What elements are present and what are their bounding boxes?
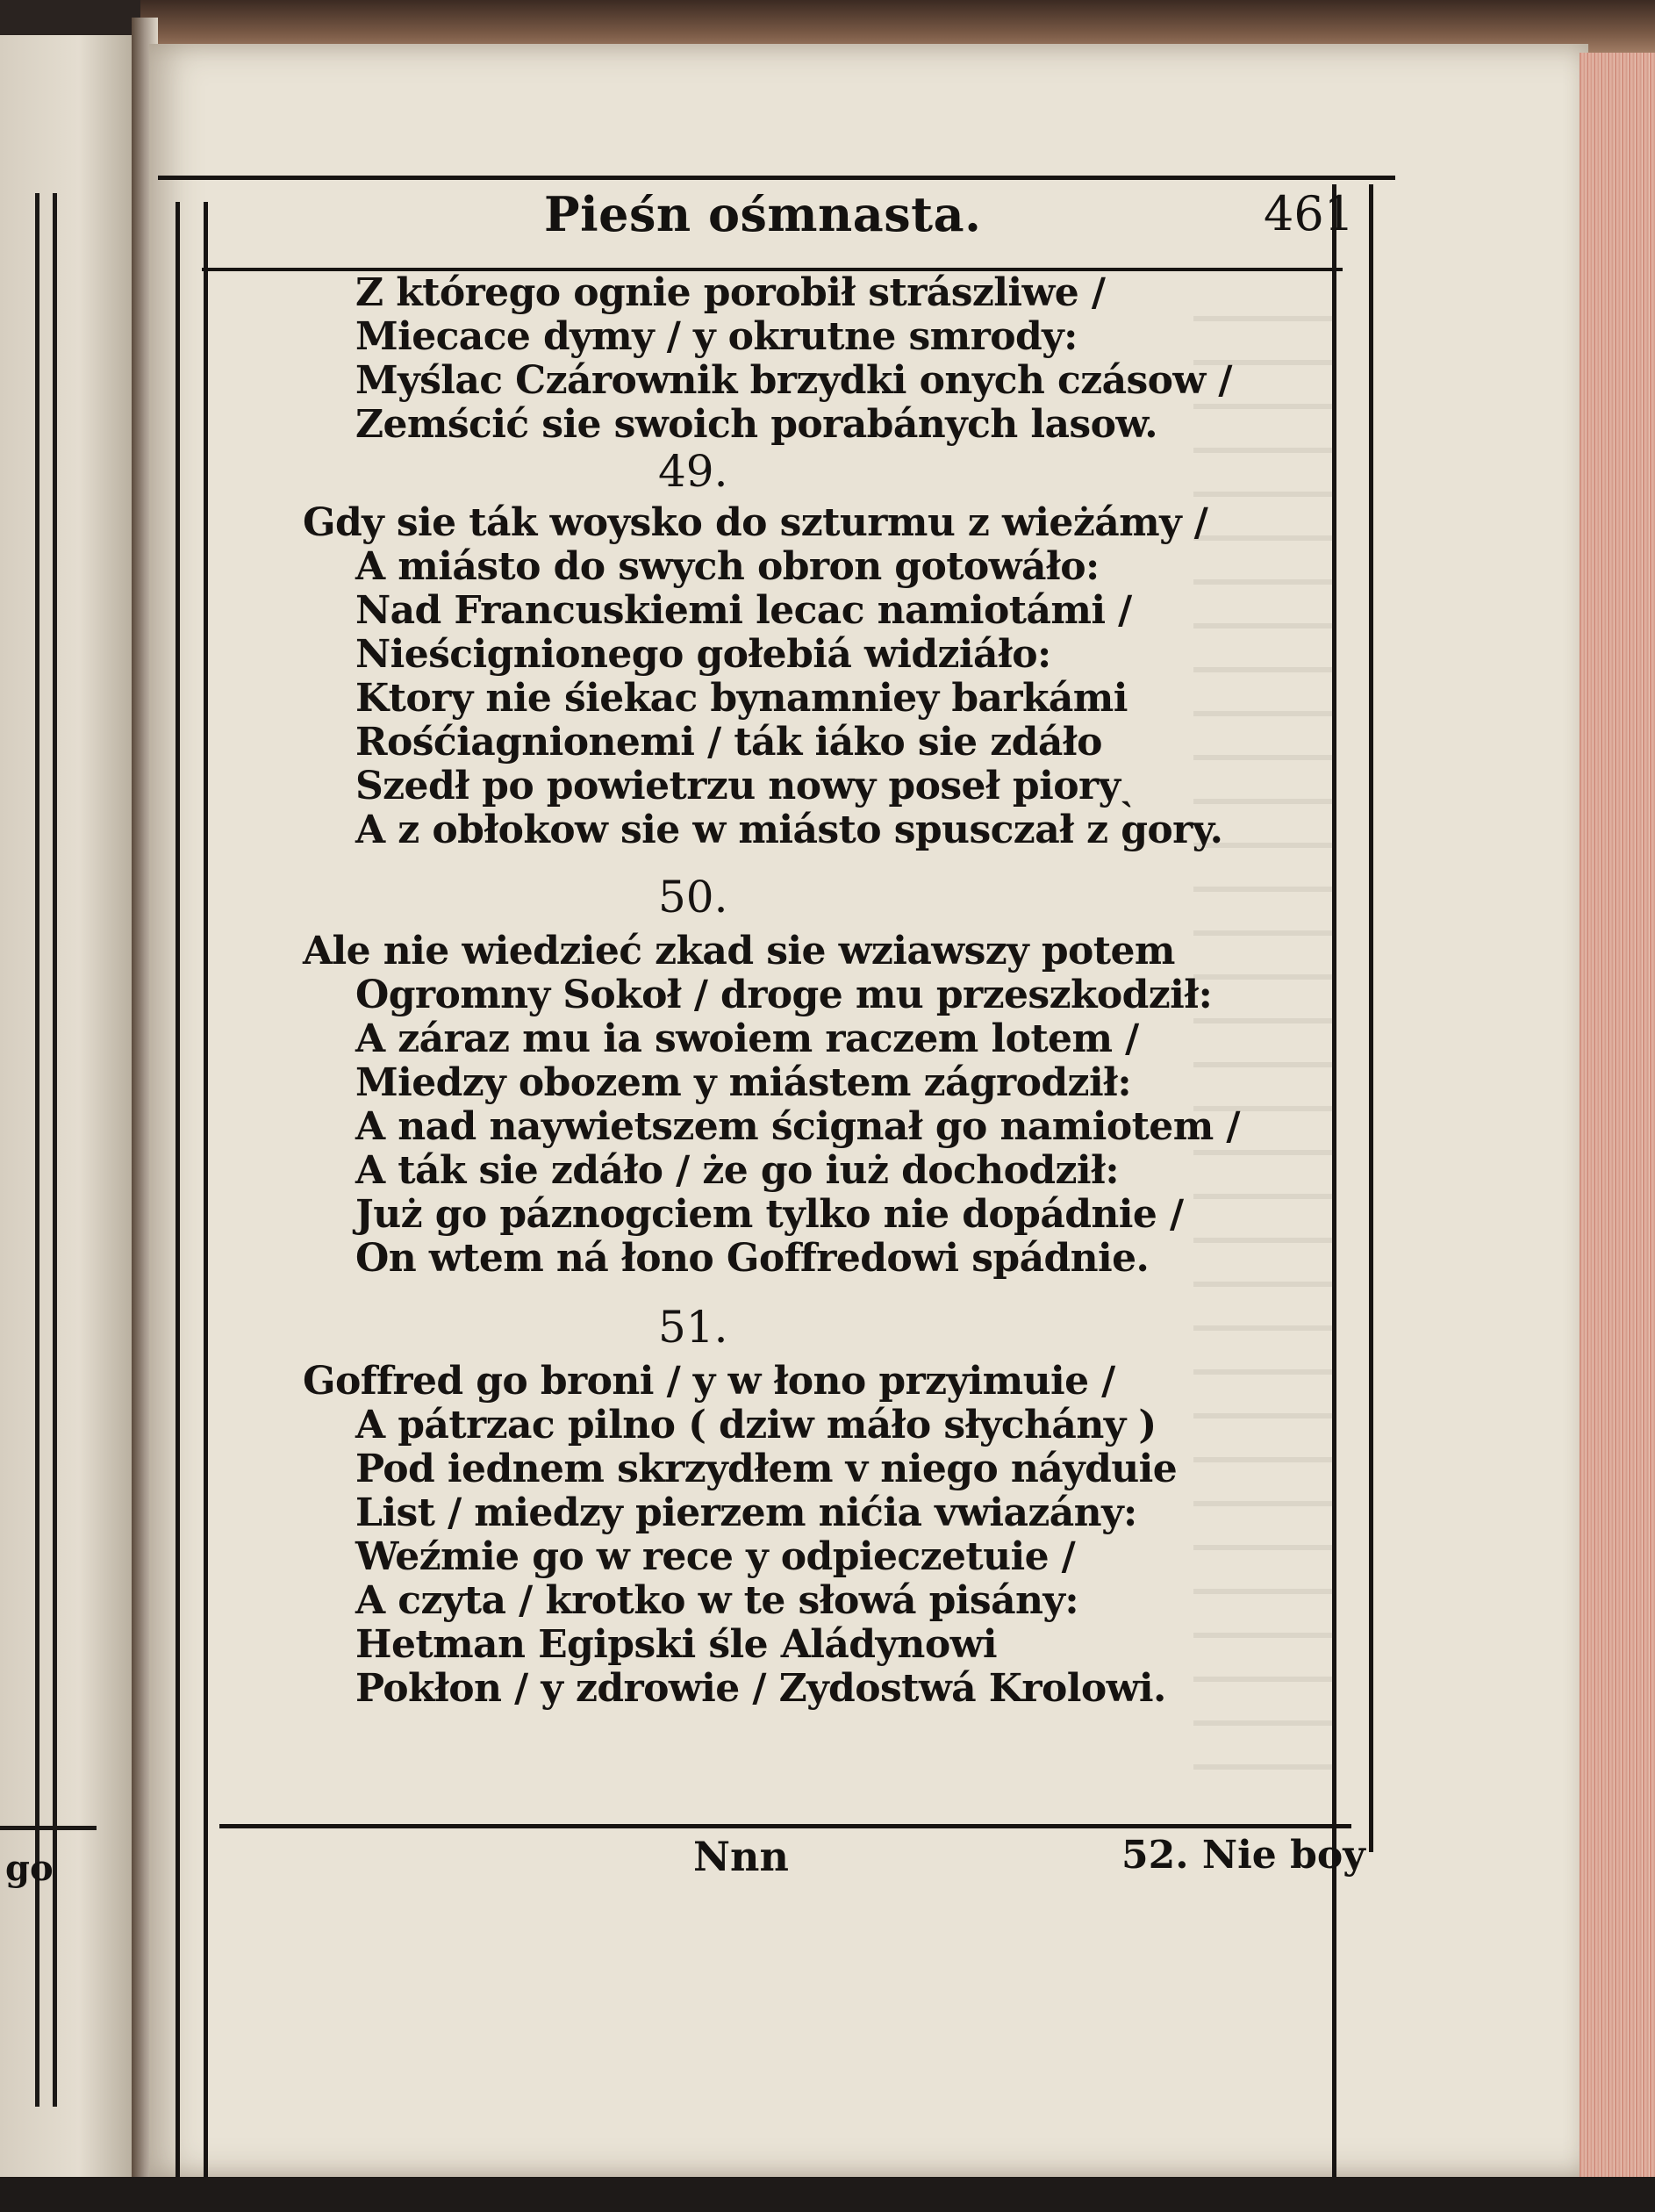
left-page bbox=[0, 35, 133, 2177]
verse-line: A pátrzac pilno ( dziw máło słychány ) bbox=[355, 1403, 1157, 1447]
verse-line: Gdy sie ták woysko do szturmu z wieżámy / bbox=[303, 500, 1208, 545]
verse-line: Goffred go broni / y w łono przyimuie / bbox=[303, 1359, 1115, 1404]
left-page-rule bbox=[0, 1826, 97, 1830]
verse-line: On wtem ná łono Goffredowi spádnie. bbox=[355, 1236, 1150, 1281]
frame-rule-left-inner bbox=[204, 202, 208, 2212]
verse-line: Już go páznogciem tylko nie dopádnie / bbox=[355, 1192, 1184, 1237]
frame-rule-top bbox=[158, 176, 1395, 180]
verse-line: Nieścignionego gołebiá widziáło: bbox=[355, 632, 1051, 677]
page-fore-edge bbox=[1580, 53, 1655, 2177]
stanza-number: 50. bbox=[658, 872, 728, 923]
verse-line: Ktory nie śiekac bynamniey barkámi bbox=[355, 676, 1128, 721]
stanza-number: 51. bbox=[658, 1302, 728, 1353]
verse-line: Zemścić sie swoich porabánych lasow. bbox=[355, 402, 1157, 447]
verse-line: Miedzy obozem y miástem zágrodził: bbox=[355, 1060, 1132, 1105]
verse-line: List / miedzy pierzem nićia vwiazány: bbox=[355, 1490, 1137, 1535]
left-page-rule bbox=[53, 193, 57, 2107]
verse-line: Miecace dymy / y okrutne smrody: bbox=[355, 314, 1078, 359]
verse-line: Hetman Egipski śle Aládynowi bbox=[355, 1622, 997, 1667]
verse-line: Rośćiagnionemi / ták iáko sie zdáło bbox=[355, 720, 1102, 765]
verse-line: Weźmie go w rece y odpieczetuie / bbox=[355, 1534, 1076, 1579]
left-page-rule bbox=[35, 193, 39, 2107]
verse-line: A z obłokow sie w miásto spusczał z gory. bbox=[355, 808, 1223, 852]
stanza-number: 49. bbox=[658, 446, 728, 497]
verse-line: Ogromny Sokoł / droge mu przeszkodził: bbox=[355, 973, 1213, 1017]
verse-line: A ták sie zdáło / że go iuż dochodził: bbox=[355, 1148, 1119, 1193]
verse-line: Szedł po powietrzu nowy poseł pioryˎ bbox=[355, 764, 1133, 808]
footer-rule bbox=[219, 1824, 1351, 1828]
frame-rule-right-outer bbox=[1369, 184, 1373, 1852]
verse-line: A miásto do swych obron gotowáło: bbox=[355, 544, 1100, 589]
catchword: 52. Nie boy bbox=[1121, 1833, 1365, 1878]
verse-line: Ale nie wiedzieć zkad sie wziawszy potem bbox=[303, 929, 1175, 973]
signature-mark: Nnn bbox=[693, 1833, 789, 1880]
page-title: Pieśn ośmnasta. bbox=[544, 186, 982, 242]
verse-line: A nad naywietszem ścignał go namiotem / bbox=[355, 1104, 1240, 1149]
left-page-fragment: go bbox=[5, 1848, 54, 1889]
verse-line: Z którego ognie porobił strászliwe / bbox=[355, 270, 1106, 315]
background-bottom bbox=[0, 2177, 1655, 2212]
verse-line: Nad Francuskiemi lecac namiotámi / bbox=[355, 588, 1132, 633]
verse-line: A záraz mu ia swoiem raczem lotem / bbox=[355, 1016, 1139, 1061]
show-through bbox=[1193, 316, 1334, 1808]
page-number: 461 bbox=[1264, 186, 1355, 241]
verse-line: A czyta / krotko w te słowá pisány: bbox=[355, 1578, 1078, 1623]
verse-line: Pod iednem skrzydłem v niego náyduie bbox=[355, 1447, 1178, 1491]
verse-line: Pokłon / y zdrowie / Zydostwá Krolowi. bbox=[355, 1666, 1166, 1711]
verse-line: Myślac Czárownik brzydki onych czásow / bbox=[355, 358, 1232, 403]
frame-rule-left-outer bbox=[176, 202, 180, 2212]
